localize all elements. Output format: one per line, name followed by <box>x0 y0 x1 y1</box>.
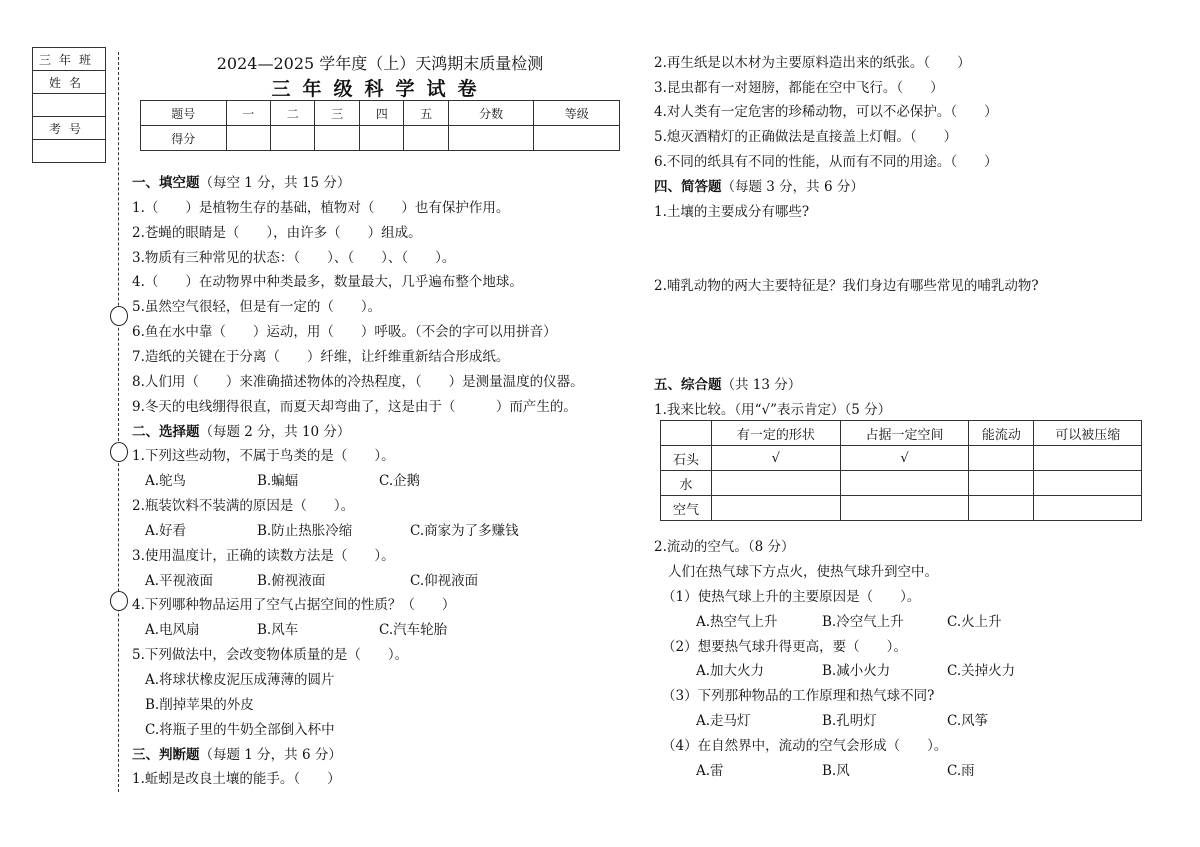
choice-option[interactable]: C.仰视液面 <box>410 572 479 589</box>
section-title: 五、综合题 <box>654 377 722 393</box>
score-header-cell: 二 <box>270 101 314 126</box>
name-label: 姓名 <box>33 71 106 94</box>
choice-option[interactable]: A.电风扇 <box>145 622 200 639</box>
binding-hole-icon <box>110 591 128 611</box>
choice-option[interactable]: A.走马灯 <box>696 713 751 729</box>
compare-cell[interactable] <box>1034 446 1142 471</box>
compare-cell[interactable] <box>712 471 841 496</box>
section-note: （共 13 分） <box>721 377 802 393</box>
judge-question: 2.再生纸是以木材为主要原料造出来的纸张。（ ） <box>654 55 971 71</box>
choice-option[interactable]: B.减小火力 <box>822 663 891 680</box>
compare-cell[interactable] <box>840 471 969 496</box>
choice-option[interactable]: B.蝙蝠 <box>257 473 299 490</box>
question-text: 3.使用温度计，正确的读数方法是（ ）。 <box>132 547 395 564</box>
student-info-box <box>32 47 106 163</box>
choice-option[interactable]: A.热空气上升 <box>696 613 778 630</box>
exam-subtitle: 三年级科学试卷 <box>271 78 489 100</box>
sub-question: （2）想要热气球升得更高，要（ ）。 <box>662 638 907 655</box>
section-title: 二、选择题 <box>132 423 200 440</box>
compare-header-cell: 能流动 <box>969 421 1034 446</box>
section-note: （每空 1 分，共 15 分） <box>199 175 351 191</box>
question-text: 2.瓶装饮料不装满的原因是（ ）。 <box>132 498 355 515</box>
section-heading <box>132 743 342 763</box>
compare-cell[interactable]: √ <box>712 446 841 471</box>
question-text: 5.下列做法中，会改变物体质量的是（ ）。 <box>132 647 409 664</box>
compare-row-label: 空气 <box>661 496 712 521</box>
question-text: 7.造纸的关键在于分离（ ）纤维，让纤维重新结合形成纸。 <box>132 348 510 365</box>
section-note: （每题 3 分，共 6 分） <box>721 179 864 195</box>
compare-cell[interactable] <box>1034 471 1142 496</box>
compare-cell[interactable] <box>969 471 1034 496</box>
sub-question: （3）下列那种物品的工作原理和热气球不同? <box>662 688 935 705</box>
binding-hole-icon <box>110 442 128 462</box>
question-text: 5.虽然空气很轻，但是有一定的（ ）。 <box>132 299 382 316</box>
compare-cell[interactable] <box>1034 496 1142 521</box>
choice-option[interactable]: C.商家为了多赚钱 <box>410 522 519 539</box>
judge-question: 5.熄灭酒精灯的正确做法是直接盖上灯帽。（ ） <box>654 129 958 145</box>
choice-option[interactable]: A.好看 <box>145 522 187 539</box>
hot-air-intro: 人们在热气球下方点火，使热气球升到空中。 <box>668 564 938 580</box>
choice-option: C.将瓶子里的牛奶全部倒入杯中 <box>145 721 335 738</box>
choice-option: B.削掉苹果的外皮 <box>145 696 254 713</box>
compare-row-label: 石头 <box>661 446 712 471</box>
question-text: 9.冬天的电线绷得很直，而夏天却弯曲了，这是由于（ ）而产生的。 <box>132 398 577 415</box>
judge-question: 4.对人类有一定危害的珍稀动物，可以不必保护。（ ） <box>654 104 998 120</box>
question-text: 6.鱼在水中靠（ ）运动，用（ ）呼吸。（不会的字可以用拼音） <box>132 324 557 341</box>
section-heading <box>132 171 350 191</box>
name-field[interactable] <box>33 94 106 117</box>
question-text: 4.（ ）在动物界中种类最多，数量最大，几乎遍布整个地球。 <box>132 274 523 291</box>
sub-question: （4）在自然界中，流动的空气会形成（ ）。 <box>662 737 948 754</box>
choice-option: A.将球状橡皮泥压成薄薄的圆片 <box>145 672 335 688</box>
binding-line <box>118 52 119 792</box>
section-note: （每题 2 分，共 10 分） <box>199 423 351 440</box>
score-header-cell: 三 <box>315 101 359 126</box>
section-heading <box>132 420 350 440</box>
left-column <box>132 0 612 847</box>
compare-header-cell <box>661 421 712 446</box>
short-answer-question: 1.土壤的主要成分有哪些? <box>654 204 810 220</box>
choice-option[interactable]: B.俯视液面 <box>257 572 326 589</box>
choice-option[interactable]: A.鸵鸟 <box>145 473 187 490</box>
compare-cell[interactable] <box>969 496 1034 521</box>
score-header-cell: 一 <box>226 101 270 126</box>
exam-title: 2024—2025 学年度（上）天鸿期末质量检测 <box>216 54 544 73</box>
choice-option[interactable]: B.风 <box>822 762 850 779</box>
compare-cell[interactable] <box>969 446 1034 471</box>
choice-option[interactable]: A.平视液面 <box>145 572 214 589</box>
binding-hole-icon <box>110 306 128 326</box>
choice-option[interactable]: B.风车 <box>257 622 299 639</box>
compare-table <box>660 420 1142 521</box>
compare-row-label: 水 <box>661 471 712 496</box>
short-answer-question: 2.哺乳动物的两大主要特征是？我们身边有哪些常见的哺乳动物? <box>654 278 1039 294</box>
section-heading-4 <box>654 175 864 195</box>
exam-number-label: 考号 <box>33 117 106 140</box>
question-text: 1.下列这些动物，不属于鸟类的是（ ）。 <box>132 448 395 465</box>
score-header-cell: 等级 <box>534 101 620 126</box>
compare-question: 1.我来比较。（用“√”表示肯定）（5 分） <box>654 402 892 418</box>
choice-option[interactable]: C.关掉火力 <box>947 663 1016 680</box>
score-header-cell: 题号 <box>141 101 227 126</box>
exam-number-field[interactable] <box>33 140 106 163</box>
judge-question: 6.不同的纸具有不同的性能，从而有不同的用途。（ ） <box>654 154 998 170</box>
section-heading-5 <box>654 373 801 393</box>
compare-header-cell: 占据一定空间 <box>840 421 969 446</box>
choice-option[interactable]: A.雷 <box>696 762 724 779</box>
score-header-cell: 分数 <box>448 101 534 126</box>
question-text: 2.苍蝇的眼睛是（ ），由许多（ ）组成。 <box>132 224 422 241</box>
choice-option[interactable]: C.汽车轮胎 <box>379 622 448 639</box>
question-text: 1.（ ）是植物生存的基础，植物对（ ）也有保护作用。 <box>132 199 510 216</box>
hot-air-question: 2.流动的空气。（8 分） <box>654 539 795 555</box>
choice-option[interactable]: B.防止热胀冷缩 <box>257 522 353 539</box>
compare-cell[interactable]: √ <box>840 446 969 471</box>
choice-option[interactable]: B.冷空气上升 <box>822 613 904 630</box>
sub-question: （1）使热气球上升的主要原因是（ ）。 <box>662 589 921 605</box>
section-note: （每题 1 分，共 6 分） <box>199 746 342 763</box>
judge-question: 3.昆虫都有一对翅膀，都能在空中飞行。（ ） <box>654 80 944 96</box>
choice-option[interactable]: C.雨 <box>947 762 975 779</box>
score-header-cell: 四 <box>359 101 403 126</box>
question-text: 3.物质有三种常见的状态：（ ）、（ ）、（ ）。 <box>132 249 456 266</box>
section-title: 一、填空题 <box>132 175 200 191</box>
compare-header-cell: 有一定的形状 <box>712 421 841 446</box>
compare-cell[interactable] <box>712 496 841 521</box>
question-text: 1.蚯蚓是改良土壤的能手。（ ） <box>132 771 341 788</box>
choice-option[interactable]: A.加大火力 <box>696 663 765 680</box>
class-label: 三年班 <box>33 48 106 71</box>
section-title: 四、简答题 <box>654 179 722 195</box>
choice-option[interactable]: B.孔明灯 <box>822 713 877 729</box>
question-text: 8.人们用（ ）来准确描述物体的冷热程度，（ ）是测量温度的仪器。 <box>132 373 584 390</box>
question-text: 4.下列哪种物品运用了空气占据空间的性质？（ ） <box>132 597 456 614</box>
score-header-cell: 五 <box>404 101 448 126</box>
choice-option[interactable]: C.企鹅 <box>379 473 421 490</box>
choice-option[interactable]: C.风筝 <box>947 713 989 729</box>
compare-cell[interactable] <box>840 496 969 521</box>
choice-option[interactable]: C.火上升 <box>947 613 1002 630</box>
score-row-label: 得分 <box>141 126 227 151</box>
hot-air-subquestions <box>654 585 1174 785</box>
compare-header-cell: 可以被压缩 <box>1034 421 1142 446</box>
section-title: 三、判断题 <box>132 746 200 763</box>
